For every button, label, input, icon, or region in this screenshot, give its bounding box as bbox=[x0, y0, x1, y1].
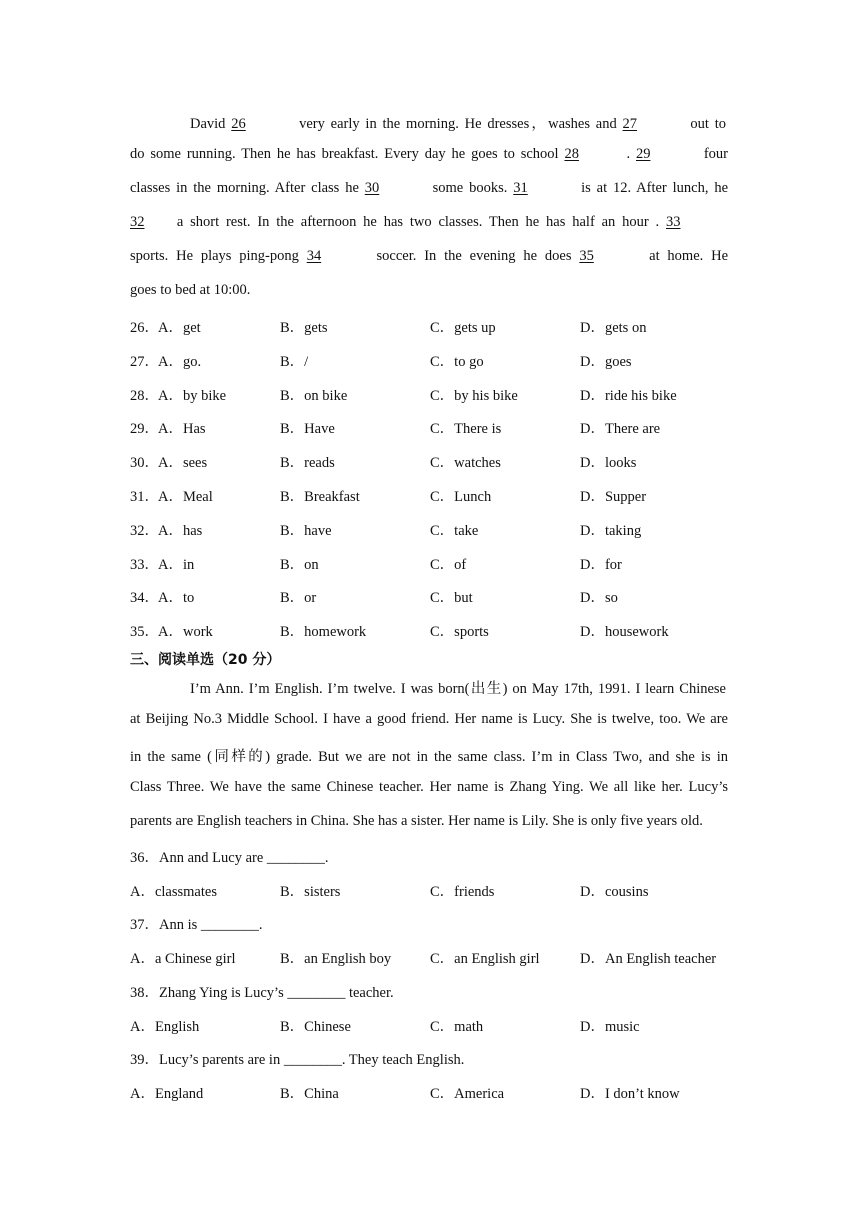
answer-option: B．China bbox=[280, 1085, 339, 1102]
cloze-passage-line bbox=[130, 248, 728, 265]
answer-option: A．go. bbox=[158, 353, 202, 370]
answer-option: B．sisters bbox=[280, 883, 341, 900]
answer-option: C．America bbox=[430, 1085, 505, 1102]
passage-text: is at 12. After lunch, he bbox=[575, 180, 729, 196]
answer-option: A．to bbox=[158, 590, 195, 607]
cloze-passage-line bbox=[130, 180, 728, 197]
answer-option: D．ride his bike bbox=[580, 387, 677, 404]
answer-option: C．Lunch bbox=[430, 489, 492, 505]
passage-text: at home. He bbox=[641, 248, 729, 264]
answer-option: A．English bbox=[130, 1018, 200, 1035]
answer-option: A．England bbox=[130, 1085, 204, 1102]
answer-option: C．sports bbox=[430, 624, 489, 641]
answer-option: A．a Chinese girl bbox=[130, 951, 236, 968]
answer-option: B．homework bbox=[280, 624, 367, 641]
answer-option: C．take bbox=[430, 522, 479, 539]
cloze-blank: 32 bbox=[130, 214, 145, 230]
cloze-passage-line bbox=[130, 282, 728, 299]
question-number: 31． bbox=[130, 489, 159, 505]
answer-option: B．an English boy bbox=[280, 951, 392, 968]
question-number: 35． bbox=[130, 624, 159, 641]
passage-text: David bbox=[190, 116, 232, 132]
question-number: 32． bbox=[130, 522, 159, 539]
answer-option: A．get bbox=[158, 320, 201, 336]
question-number: 27． bbox=[130, 353, 159, 370]
cloze-blank: 26 bbox=[231, 116, 246, 132]
reading-passage-line: Class Three. We have the same Chinese teacher. Her name is Zhang Ying. We all like her. Lucy’s bbox=[130, 779, 728, 795]
answer-option: C．math bbox=[430, 1018, 484, 1035]
answer-option: D．for bbox=[580, 556, 622, 573]
cloze-blank: 34 bbox=[306, 248, 322, 264]
answer-option: C．but bbox=[430, 590, 473, 607]
answer-option: D．so bbox=[580, 590, 618, 607]
answer-option: A．in bbox=[158, 556, 195, 573]
passage-text: out to bbox=[684, 116, 726, 132]
answer-option: C．by his bike bbox=[430, 387, 518, 404]
answer-option: D．I don’t know bbox=[580, 1085, 680, 1102]
passage-text: very early in the morning. He dresses，washes and bbox=[293, 116, 623, 132]
answer-option: B．Have bbox=[280, 421, 335, 438]
answer-option: A．work bbox=[158, 624, 213, 641]
question-number: 26． bbox=[130, 320, 159, 336]
answer-option: B．gets bbox=[280, 320, 328, 336]
answer-option: D．music bbox=[580, 1018, 640, 1035]
answer-option: B．reads bbox=[280, 455, 335, 472]
cloze-blank: 28 bbox=[564, 146, 579, 162]
reading-passage-line: at Beijing No.3 Middle School. I have a good friend. Her name is Lucy. She is twelve, too. We are bbox=[130, 711, 728, 727]
passage-text: classes in the morning. After class he bbox=[130, 180, 365, 196]
answer-option: C．There is bbox=[430, 421, 502, 438]
answer-option: C．an English girl bbox=[430, 951, 540, 968]
answer-option: A．has bbox=[158, 522, 203, 539]
answer-option: C．watches bbox=[430, 455, 501, 472]
question-number: 29． bbox=[130, 421, 159, 438]
cloze-blank: 31 bbox=[513, 180, 528, 196]
reading-passage-line: I’m Ann. I’m English. I’m twelve. I was born(出生) on May 17th, 1991. I learn Chinese bbox=[190, 681, 726, 697]
answer-option: A．Meal bbox=[158, 489, 213, 505]
answer-option: B．Breakfast bbox=[280, 489, 360, 505]
answer-option: D．There are bbox=[580, 421, 661, 438]
question-stem: 37．Ann is ________. bbox=[130, 917, 263, 934]
answer-option: B．Chinese bbox=[280, 1018, 351, 1035]
cloze-blank: 33 bbox=[666, 214, 681, 230]
answer-option: A．Has bbox=[158, 421, 206, 438]
answer-option: A．classmates bbox=[130, 883, 217, 900]
answer-option: A．sees bbox=[158, 455, 208, 472]
question-number: 33． bbox=[130, 556, 159, 573]
answer-option: D．gets on bbox=[580, 320, 647, 336]
question-number: 34． bbox=[130, 590, 159, 607]
passage-text: do some running. Then he has breakfast. Every day he goes to school bbox=[130, 146, 565, 162]
passage-text: goes to bed at 10:00. bbox=[130, 282, 251, 298]
passage-text: four bbox=[697, 146, 728, 162]
passage-text: a short rest. In the afternoon he has two classes. Then he has half an hour . bbox=[170, 214, 666, 230]
reading-passage-line: in the same (同样的) grade. But we are not in the same class. I’m in Class Two, and she is in bbox=[130, 749, 728, 765]
answer-option: D．taking bbox=[580, 522, 642, 539]
question-stem: 38．Zhang Ying is Lucy’s ________ teacher. bbox=[130, 984, 394, 1001]
cloze-blank: 29 bbox=[635, 146, 651, 162]
answer-option: B．/ bbox=[280, 353, 309, 370]
answer-option: C．gets up bbox=[430, 320, 496, 336]
cloze-passage-line bbox=[130, 146, 728, 163]
reading-passage-line: parents are English teachers in China. She has a sister. Her name is Lily. She is only five years old. bbox=[130, 813, 703, 829]
question-number: 28． bbox=[130, 387, 159, 404]
passage-text: some books. bbox=[426, 180, 514, 196]
cloze-blank: 35 bbox=[579, 248, 594, 264]
answer-option: D．looks bbox=[580, 455, 637, 472]
answer-option: B．or bbox=[280, 590, 317, 607]
answer-option: C．to go bbox=[430, 353, 484, 370]
answer-option: D．An English teacher bbox=[580, 951, 717, 968]
section-heading: 三、阅读单选（20 分） bbox=[130, 652, 281, 668]
cloze-blank: 30 bbox=[364, 180, 380, 196]
answer-option: B．on bike bbox=[280, 387, 348, 404]
passage-text: soccer. In the evening he does bbox=[368, 248, 580, 264]
question-stem: 36．Ann and Lucy are ________. bbox=[130, 850, 329, 866]
answer-option: B．have bbox=[280, 522, 332, 539]
answer-option: B．on bbox=[280, 556, 319, 573]
passage-text: sports. He plays ping-pong bbox=[130, 248, 307, 264]
cloze-passage-line bbox=[190, 112, 726, 133]
answer-option: D．cousins bbox=[580, 883, 649, 900]
answer-option: D．Supper bbox=[580, 489, 647, 505]
answer-option: D．housework bbox=[580, 624, 669, 641]
question-stem: 39．Lucy’s parents are in ________. They teach English. bbox=[130, 1052, 465, 1069]
answer-option: D．goes bbox=[580, 353, 632, 370]
cloze-passage-line bbox=[130, 214, 728, 231]
question-number: 30． bbox=[130, 455, 159, 472]
answer-option: A．by bike bbox=[158, 387, 227, 404]
answer-option: C．of bbox=[430, 556, 467, 573]
cloze-blank: 27 bbox=[622, 116, 638, 132]
passage-text: . bbox=[626, 146, 636, 162]
answer-option: C．friends bbox=[430, 883, 495, 900]
